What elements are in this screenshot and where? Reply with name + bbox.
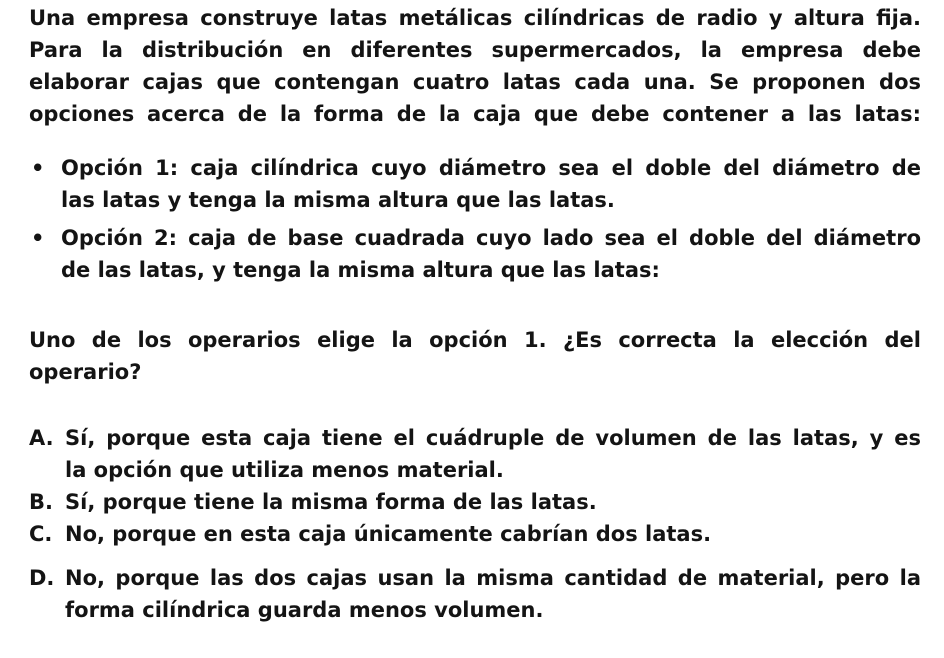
option-2 bbox=[29, 222, 921, 286]
answer-letter: B. bbox=[29, 490, 53, 514]
option-line: de las latas, y tenga la misma altura que las latas: bbox=[61, 258, 660, 282]
option-title: Opción 2: bbox=[61, 226, 178, 250]
answer-choice-d[interactable] bbox=[29, 562, 921, 626]
question-prompt bbox=[29, 324, 921, 388]
option-title: Opción 1: bbox=[61, 156, 179, 180]
answer-line: Sí, porque tiene la misma forma de las latas. bbox=[65, 490, 597, 514]
answer-letter: C. bbox=[29, 522, 53, 546]
answer-letter: D. bbox=[29, 566, 55, 590]
problem-statement bbox=[29, 2, 921, 130]
answer-choice-b[interactable] bbox=[29, 486, 921, 518]
option-line: las latas y tenga la misma altura que las latas. bbox=[61, 188, 615, 212]
answer-choice-c[interactable] bbox=[29, 518, 921, 550]
answer-choice-a[interactable] bbox=[29, 422, 921, 486]
problem-line: elaborar cajas que contengan cuatro latas cada una. Se proponen dos bbox=[29, 70, 921, 94]
question-page bbox=[29, 2, 921, 626]
question-line: operario? bbox=[29, 360, 142, 384]
answer-line: la opción que utiliza menos material. bbox=[65, 458, 504, 482]
option-text: caja de base cuadrada cuyo lado sea el doble del diámetro bbox=[177, 226, 921, 250]
option-line bbox=[61, 152, 921, 184]
question-line: Uno de los operarios elige la opción 1. ¿Es correcta la elección del bbox=[29, 328, 921, 352]
problem-line: Para la distribución en diferentes supermercados, la empresa debe bbox=[29, 38, 921, 62]
option-1 bbox=[29, 152, 921, 216]
options-list bbox=[29, 152, 921, 286]
problem-line: opciones acerca de la forma de la caja que debe contener a las latas: bbox=[29, 102, 921, 126]
answer-letter: A. bbox=[29, 426, 54, 450]
bullet-icon: • bbox=[31, 156, 45, 180]
answer-line: No, porque las dos cajas usan la misma cantidad de material, pero la bbox=[65, 566, 921, 590]
option-text: caja cilíndrica cuyo diámetro sea el doble del diámetro de bbox=[178, 156, 922, 180]
bullet-icon: • bbox=[31, 226, 45, 250]
option-line bbox=[61, 222, 921, 254]
answer-line: No, porque en esta caja únicamente cabrían dos latas. bbox=[65, 522, 712, 546]
answer-choices bbox=[29, 422, 921, 626]
answer-line: Sí, porque esta caja tiene el cuádruple de volumen de las latas, y es bbox=[65, 426, 921, 450]
answer-line: forma cilíndrica guarda menos volumen. bbox=[65, 598, 544, 622]
problem-line: Una empresa construye latas metálicas cilíndricas de radio y altura fija. bbox=[29, 6, 921, 30]
